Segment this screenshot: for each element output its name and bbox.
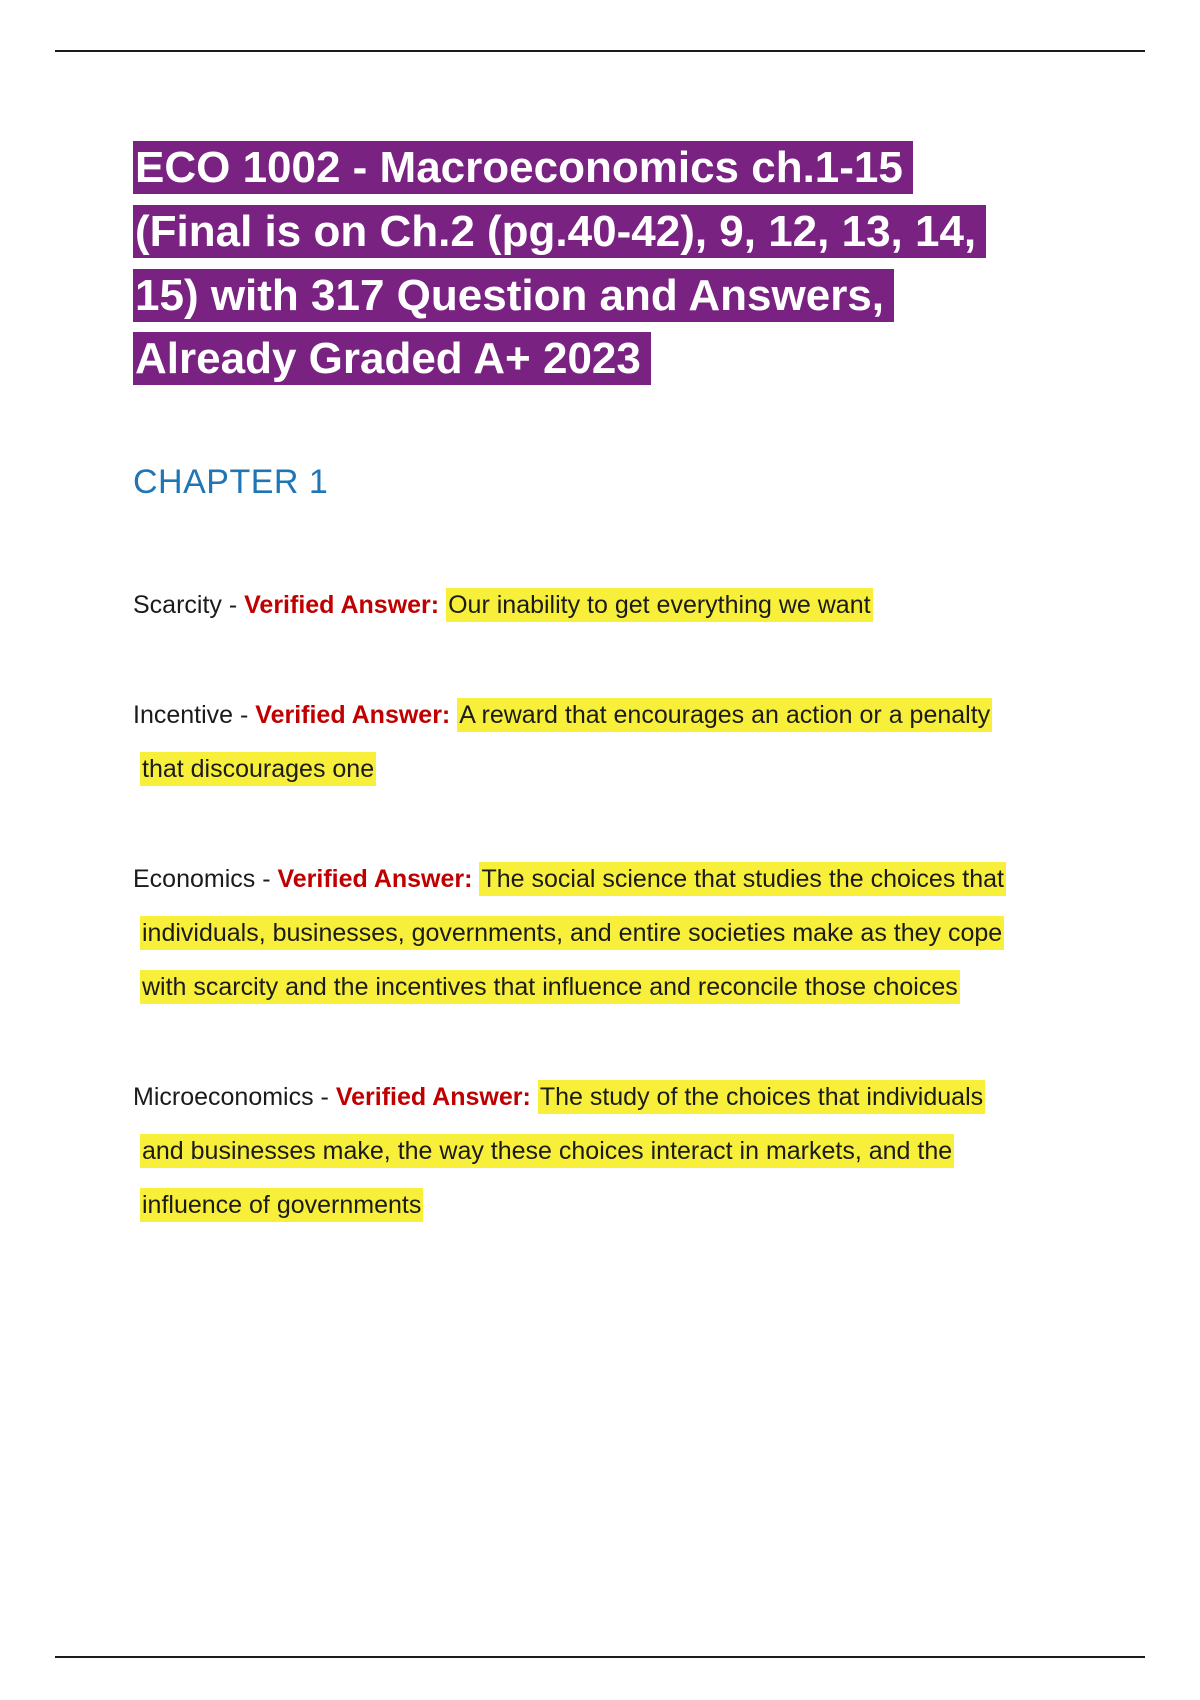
- verified-answer-label: Verified Answer:: [255, 701, 451, 730]
- chapter-heading: CHAPTER 1: [133, 463, 329, 502]
- document-page: [133, 0, 1013, 1288]
- verified-answer-label: Verified Answer:: [244, 591, 440, 620]
- answer-highlight: A reward that encourages an action or a penalty that discourages one: [140, 698, 992, 786]
- qa-entry: [133, 578, 1013, 632]
- term-text: Scarcity -: [133, 591, 245, 620]
- verified-answer-label: Verified Answer:: [335, 1083, 531, 1112]
- qa-entry: [133, 1070, 1013, 1232]
- qa-entry: [133, 852, 1013, 1014]
- answer-highlight: The social science that studies the choices that individuals, businesses, governments, and entire societies make as they cope with scarcity and the incentives that influence and reconcile those choices: [140, 862, 1006, 1004]
- answer-highlight: The study of the choices that individuals and businesses make, the way these choices interact in markets, and the influence of governments: [140, 1080, 985, 1222]
- term-text: Economics -: [133, 865, 278, 894]
- document-title: [133, 136, 1013, 391]
- term-text: Microeconomics -: [133, 1083, 336, 1112]
- qa-entries: [133, 578, 1013, 1232]
- bottom-rule: [55, 1656, 1145, 1658]
- qa-entry: [133, 688, 1013, 796]
- verified-answer-label: Verified Answer:: [277, 865, 473, 894]
- document-title-text: ECO 1002 - Macroeconomics ch.1-15 (Final is on Ch.2 (pg.40-42), 9, 12, 13, 14, 15) with 317 Question and Answers, Already Graded A+ 2023: [133, 141, 986, 385]
- term-text: Incentive -: [133, 701, 256, 730]
- answer-highlight: Our inability to get everything we want: [446, 588, 872, 622]
